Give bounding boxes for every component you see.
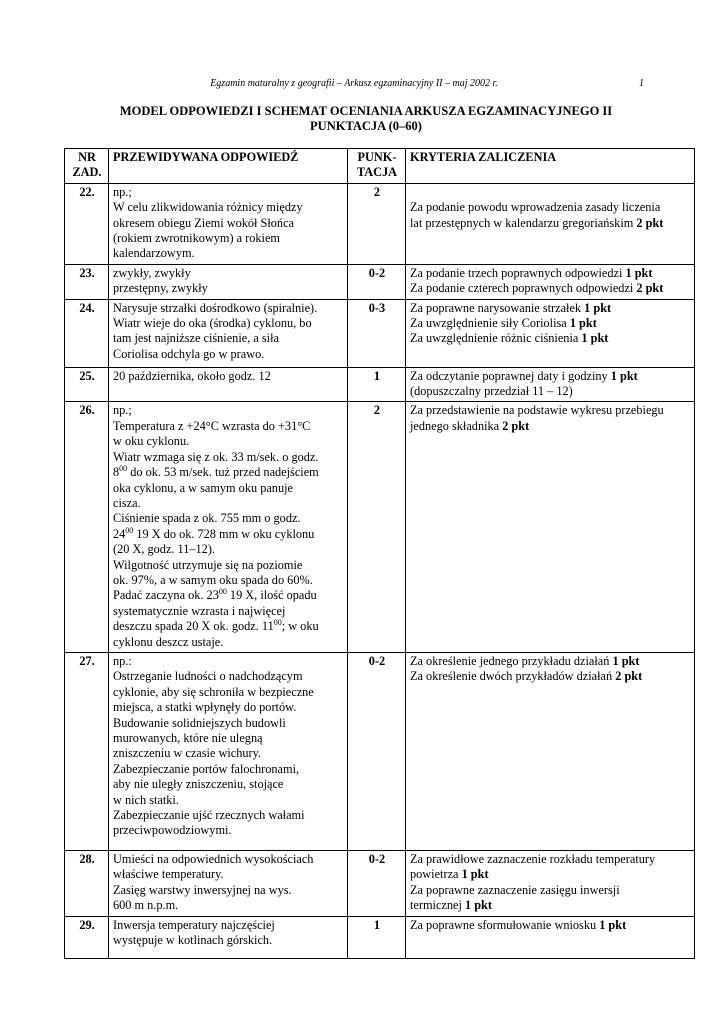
task-number: 23. — [65, 264, 109, 299]
answer-line: tam jest najniższe ciśnienie, a siła — [113, 331, 279, 346]
points-value: 0-2 — [348, 264, 406, 299]
answer-line: Coriolisa odchyla go w prawo. — [113, 346, 265, 361]
table-row — [65, 183, 695, 264]
answer-line: cyklonie, aby się schroniła w bezpieczne — [113, 684, 314, 699]
running-header — [64, 78, 644, 92]
criteria-points: 1 pkt — [612, 653, 640, 668]
text-run: 23 — [206, 588, 219, 603]
task-number: 27. — [65, 652, 109, 850]
answer-line: ok. 97%, a w samym oku spada do 60%. — [113, 572, 313, 587]
criteria-cell — [406, 402, 695, 653]
text-run: 19 X, ilość opadu — [226, 588, 317, 603]
answer-line: zwykły, zwykły — [113, 265, 191, 280]
answer-line: 600 m n.p.m. — [113, 898, 179, 913]
table-row — [65, 264, 695, 299]
answer-line: okresem obiegu Ziemi wokół Słońca — [113, 215, 295, 230]
criteria-line — [410, 331, 691, 346]
criteria-line — [410, 918, 691, 933]
answer-cell — [109, 264, 348, 299]
answer-line: przestępny, zwykły — [113, 281, 208, 296]
criteria-text: Za prawidłowe zaznaczenie rozkładu temperatury — [410, 851, 656, 866]
criteria-cell — [406, 299, 695, 367]
criteria-cell — [406, 367, 695, 402]
answer-line: np.; — [113, 403, 132, 418]
task-number: 24. — [65, 299, 109, 367]
answer-line: systematycznie wzrasta i najwięcej — [113, 603, 286, 618]
answer-cell — [109, 367, 348, 402]
answer-line — [113, 465, 344, 480]
criteria-line — [410, 669, 691, 684]
task-number: 22. — [65, 183, 109, 264]
criteria-text: Za określenie jednego przykładu działań — [410, 653, 613, 668]
points-value: 0-2 — [348, 652, 406, 850]
answer-line: Wiatr wieje do oka (środka) cyklonu, bo — [113, 316, 312, 331]
answer-line: w oku cyklonu. — [113, 434, 190, 449]
criteria-points: 1 pkt — [569, 316, 597, 331]
criteria-points: 2 pkt — [636, 215, 664, 230]
criteria-cell — [406, 652, 695, 850]
answer-line: W celu zlikwidowania różnicy między — [113, 200, 303, 215]
text-run: 19 X do ok. 728 mm w oku cyklonu — [133, 526, 315, 541]
criteria-line — [410, 301, 691, 316]
answer-line: Wiatr wzmaga się z ok. 33 m/sek. o godz. — [113, 449, 319, 464]
answer-line: w nich statki. — [113, 792, 179, 807]
answer-line: Inwersja temperatury najczęściej — [113, 917, 275, 932]
answer-line: właściwe temperatury. — [113, 867, 224, 882]
answer-line: Zasięg warstwy inwersyjnej na wys. — [113, 882, 292, 897]
criteria-line — [410, 384, 691, 399]
criteria-text: Za poprawne narysowanie strzałek — [410, 300, 585, 315]
answer-line: zniszczeniu w czasie wichury. — [113, 746, 262, 761]
text-run: deszczu spada 20 X ok. godz. — [113, 619, 262, 634]
points-value: 2 — [348, 183, 406, 264]
answer-cell — [109, 183, 348, 264]
answer-line: Ostrzeganie ludności o nadchodzącym — [113, 669, 303, 684]
answer-line: Narysuje strzałki dośrodkowo (spiralnie). — [113, 300, 318, 315]
column-header-answer: PRZEWIDYWANA ODPOWIEDŹ — [109, 149, 348, 184]
points-value: 0-3 — [348, 299, 406, 367]
criteria-line — [410, 216, 691, 231]
criteria-text: Za określenie dwóch przykładów działań — [410, 669, 616, 684]
criteria-points: 2 pkt — [636, 281, 664, 296]
answer-line: miejsca, a statki wpłynęły do portów. — [113, 700, 297, 715]
superscript: 00 — [125, 525, 134, 535]
text-run: ; w oku — [281, 619, 319, 634]
answer-cell — [109, 916, 348, 958]
text-run: 8 — [113, 465, 120, 480]
criteria-text: lat przestępnych w kalendarzu gregoriańskim — [410, 215, 637, 230]
criteria-text: jednego składnika — [410, 418, 503, 433]
answer-line: 20 października, około godz. 12 — [113, 368, 271, 383]
criteria-text: Za poprawne sformułowanie wniosku — [410, 917, 600, 932]
page-number: 1 — [639, 78, 644, 89]
answer-line: (20 X, godz. 11–12). — [113, 542, 216, 557]
document-subtitle: PUNKTACJA (0–60) — [310, 119, 422, 133]
answer-cell — [109, 299, 348, 367]
answer-line: aby nie uległy zniszczeniu, stojące — [113, 777, 284, 792]
answer-line: Ciśnienie spada z ok. 755 mm o godz. — [113, 511, 301, 526]
criteria-line — [410, 369, 691, 384]
column-header-nr: NR ZAD. — [65, 149, 109, 184]
answer-cell — [109, 652, 348, 850]
criteria-line — [410, 316, 691, 331]
criteria-line — [410, 200, 691, 215]
superscript: 00 — [218, 587, 227, 597]
table-row — [65, 367, 695, 402]
column-header-points: PUNK- TACJA — [348, 149, 406, 184]
criteria-text: Za uwzględnienie różnic ciśnienia — [410, 331, 582, 346]
criteria-text: Za podanie trzech poprawnych odpowiedzi — [410, 265, 626, 280]
answer-line — [113, 527, 344, 542]
answer-line: Zabezpieczanie ujść rzecznych wałami — [113, 808, 305, 823]
answer-cell — [109, 402, 348, 653]
criteria-points: 1 pkt — [584, 300, 612, 315]
answer-line: Wilgotność utrzymuje się na poziomie — [113, 557, 303, 572]
task-number: 28. — [65, 850, 109, 916]
text-run: do ok. 53 m/sek. tuż przed nadejściem — [127, 465, 319, 480]
criteria-points: 1 pkt — [464, 898, 492, 913]
answer-key-table — [64, 148, 695, 959]
answer-line: oka cyklonu, a w samym oku panuje — [113, 480, 293, 495]
answer-line: Umieści na odpowiednich wysokościach — [113, 851, 314, 866]
criteria-line — [410, 852, 691, 867]
answer-line: np.; — [113, 184, 132, 199]
criteria-text: Za podanie powodu wprowadzenia zasady liczenia — [410, 200, 661, 215]
criteria-text: Za uwzględnienie siły Coriolisa — [410, 316, 570, 331]
criteria-cell — [406, 850, 695, 916]
criteria-text: Za odczytanie poprawnej daty i godziny — [410, 368, 611, 383]
table-row — [65, 850, 695, 916]
answer-line: Temperatura z +24°C wzrasta do +31°C — [113, 418, 311, 433]
criteria-text: Za podanie czterech poprawnych odpowiedzi — [410, 281, 637, 296]
criteria-points: 2 pkt — [502, 418, 530, 433]
criteria-line — [410, 266, 691, 281]
criteria-line — [410, 654, 691, 669]
criteria-line — [410, 867, 691, 882]
text-run: 11 — [261, 619, 274, 634]
text-run: 24 — [113, 526, 126, 541]
answer-cell — [109, 850, 348, 916]
criteria-text: Za przedstawienie na podstawie wykresu przebiegu — [410, 403, 664, 418]
document-title: MODEL ODPOWIEDZI I SCHEMAT OCENIANIA ARKUSZA EGZAMINACYJNEGO II — [119, 104, 613, 118]
criteria-line — [410, 281, 691, 296]
criteria-points: 1 pkt — [461, 867, 489, 882]
criteria-points: 1 pkt — [610, 368, 638, 383]
points-value: 2 — [348, 402, 406, 653]
criteria-line — [410, 185, 691, 200]
criteria-text: powietrza — [410, 867, 462, 882]
criteria-line — [410, 883, 691, 898]
answer-line: występuje w kotlinach górskich. — [113, 933, 273, 947]
criteria-points: 2 pkt — [615, 669, 643, 684]
criteria-line — [410, 403, 691, 418]
answer-line: kalendarzowym. — [113, 246, 195, 261]
answer-line: (rokiem zwrotnikowym) a rokiem — [113, 231, 280, 246]
task-number: 25. — [65, 367, 109, 402]
superscript: 00 — [119, 464, 128, 474]
criteria-points: 1 pkt — [581, 331, 609, 346]
criteria-line — [410, 898, 691, 913]
answer-line: przeciwpowodziowymi. — [113, 823, 232, 838]
criteria-points: 1 pkt — [625, 265, 653, 280]
header-text: Egzamin maturalny z geografii – Arkusz egzaminacyjny II – maj 2002 r. — [210, 78, 498, 89]
answer-line — [113, 619, 344, 634]
criteria-line — [410, 419, 691, 434]
task-number: 26. — [65, 402, 109, 653]
points-value: 1 — [348, 916, 406, 958]
task-number: 29. — [65, 916, 109, 958]
answer-line: cyklonu deszcz ustaje. — [113, 634, 224, 649]
table-row — [65, 402, 695, 653]
criteria-cell — [406, 264, 695, 299]
table-row — [65, 652, 695, 850]
answer-line: np.: — [113, 653, 132, 668]
criteria-cell — [406, 916, 695, 958]
criteria-text: termicznej — [410, 898, 465, 913]
criteria-text: Za poprawne zaznaczenie zasięgu inwersji — [410, 882, 620, 897]
points-value: 1 — [348, 367, 406, 402]
criteria-text: (dopuszczalny przedział 11 – 12) — [410, 384, 573, 399]
answer-line — [113, 588, 344, 603]
table-header-row — [65, 149, 695, 184]
table-row — [65, 916, 695, 958]
table-row — [65, 299, 695, 367]
answer-line: Zabezpieczanie portów falochronami, — [113, 761, 300, 776]
answer-line: cisza. — [113, 495, 141, 510]
answer-line: Budowanie solidniejszych budowli — [113, 715, 286, 730]
superscript: 00 — [273, 618, 282, 628]
column-header-criteria: KRYTERIA ZALICZENIA — [406, 149, 695, 184]
text-run: Padać zaczyna ok. — [113, 588, 207, 603]
criteria-points: 1 pkt — [599, 917, 627, 932]
criteria-cell — [406, 183, 695, 264]
points-value: 0-2 — [348, 850, 406, 916]
answer-line: murowanych, które nie ulegną — [113, 731, 263, 745]
